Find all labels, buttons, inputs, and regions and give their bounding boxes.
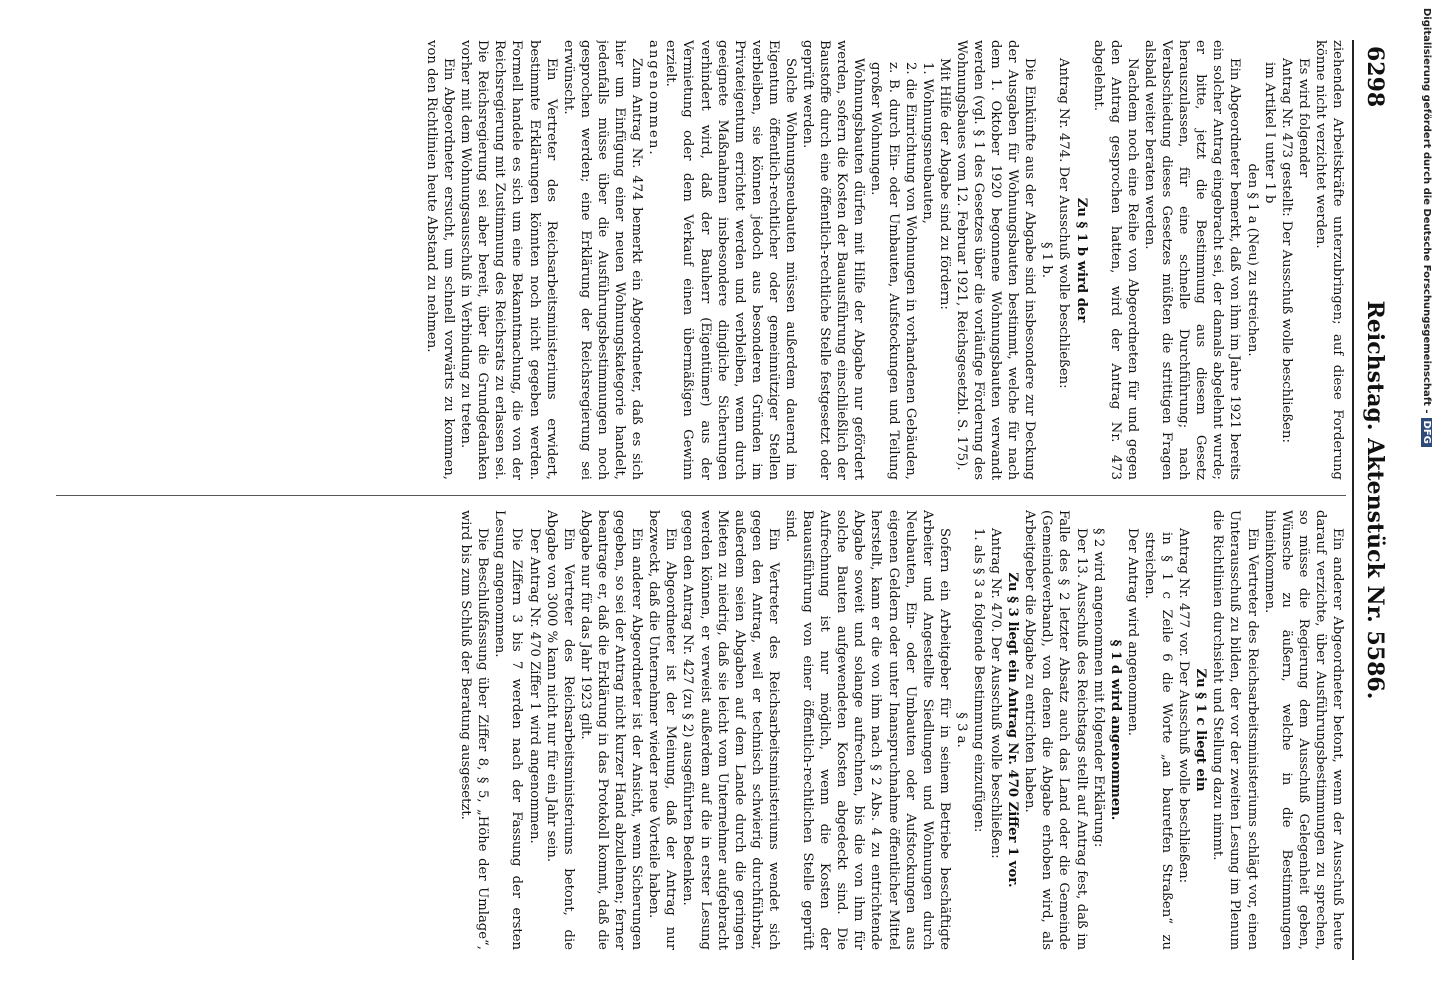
paragraph: 1. als § 3 a folgende Bestimmung einzufügen: xyxy=(971,528,987,833)
paragraph: Solche Wohnungsneubauten müssen außerdem dauernd im Eigentum öffentlich-rechtlicher oder gemeinnütziger Stellen verbleiben, sie können jedoch aus besonderen Gründen im Privateigentum errichtet werden und verbleiben, wenn durch geeignete Maßnahmen insbesondere dingliche Sicherungen verhindert wird, daß der Bauherr (Eigentümer) aus der Vermietung oder dem Verkauf einen übermäßigen Gewinn erzielt. xyxy=(663,40,798,480)
paragraph: in § 1 c Zeile 6 die Worte „an bauretfen Straßen“ zu streichen. xyxy=(1141,532,1175,950)
paragraph: Mit Hilfe der Abgabe sind zu fördern: xyxy=(936,58,952,310)
paragraph: Antrag Nr. 477 vor. Der Ausschuß wolle beschließen: xyxy=(1176,528,1192,884)
paragraph: Sofern ein Arbeitgeber für in seinem Betriebe beschäftigte Arbeiter und Angestellte Siedlungen und Wohnungen durch Neubauten, Ein- oder Umbauten oder Aufstockungen aus eigenen Geldern oder unter Inanspruchnahme öffentlicher Mittel herstellt, kann er die von ihm nach § 2 Abs. 4 zu entrichtende Abgabe soweit und solange aufrechnen, bis die von ihm für solche Bauten aufgewendeten Kosten abgedeckt sind. Die Aufrechnung ist nur möglich, wenn die Kosten der Bauausführung von einer öffentlich-rechtlichen Stelle geprüft sind. xyxy=(783,510,952,950)
paragraph: den § 1 a (Neu) zu streichen. xyxy=(1244,163,1260,357)
left-column xyxy=(56,40,1346,480)
paragraph: Ein Abgeordneter ersucht, um schnell vorwärts zu kommen, von den Richtlinien heute Abstand zu nehmen. xyxy=(424,40,457,480)
list-item: 2. die Einrichtung von Wohnungen in vorhandenen Gebäuden, z. B. durch Ein- oder Umbauten, Aufstockungen und Teilung großer Wohnungen. xyxy=(868,62,918,480)
paragraph: Der Antrag wird angenommen. xyxy=(1124,528,1140,736)
header-rule xyxy=(1352,40,1354,960)
paragraph: Der Antrag Nr. 470 Ziffer 1 wird angenommen. xyxy=(526,528,542,844)
right-column xyxy=(56,510,1346,950)
dfg-logo-icon: DFG xyxy=(1421,418,1432,447)
paragraph: Ein Vertreter des Reichsarbeitsministeriums betont, die Abgabe von 3000 % kann nicht nur für ein Jahr sein. xyxy=(543,510,576,950)
section-heading: Zu § 1 c liegt ein xyxy=(1193,668,1209,792)
paragraph: Antrag Nr. 470. Der Ausschuß wolle beschließen: xyxy=(988,528,1004,859)
paragraph: Ein Vertreter des Reichsarbeitsministeriums schlägt vor, einen Unterausschuß zu bilden, der vor der zweiten Lesung im Plenum die Richtlinien durchsieht und Stellung dazu nimmt. xyxy=(1210,510,1260,950)
paragraph: Antrag Nr. 473 gestellt: Der Ausschuß wolle beschließen: xyxy=(1278,58,1294,443)
paragraph: angenommen. xyxy=(646,40,662,157)
paragraph: Ein Vertreter des Reichsarbeitsministeriums wendet sich gegen den Antrag, weil er technisch schwierig durchführbar, außerdem seien Abgaben auf dem Lande durch die geringen Mieten zu niedrig, daß sie leicht vom Unternehmer aufgebracht werden können, er verweist außerdem auf die in erster Lesung gegen den Antrag Nr. 427 (zu § 2) ausgeführten Bedenken. xyxy=(680,510,781,950)
paragraph: ziehenden Arbeitskräfte unterzubringen; auf diese Forderung könne nicht verzichtet werden. xyxy=(1312,40,1345,480)
paragraph: Ein Vertreter des Reichsarbeitsministeriums erwidert, bestimmte Erklärungen könnten noch nicht gegeben werden. Formell handele es sich um eine Bekanntmachung, die von der Reichsregierung mit Zustimmung des Reichsrats zu erlassen sei. Die Reichsregierung sei aber bereit, über die Grundgedanken vorher mit dem Wohnungsausschuß in Verbindung zu treten. xyxy=(458,40,559,480)
paragraph: Ein anderer Abgeordneter ist der Ansicht, wenn Sicherungen gegeben, so sei der Antrag nicht kurzer Hand abzulehnen; ferner beantrage er, daß die Erklärung in das Protokoll kommt, daß die Abgabe nur für das Jahr 1923 gilt. xyxy=(577,510,645,950)
page-number: 6298 xyxy=(1362,46,1388,108)
paragraph: Die Einkünfte aus der Abgabe sind insbesondere zur Deckung der Ausgaben für Wohnungsbauten bestimmt, welche für nach dem 1. Oktober 1920 begonnene Wohnungsbauten verwandt werden (vgl. § 1 des Gesetzes über die vorläufige Förderung des Wohnungsbaues vom 12. Februar 1921, Reichsgesetzbl. S. 175). xyxy=(953,40,1038,480)
paragraph: Ein anderer Abgeordneter betont, wenn der Ausschuß heute darauf verzichte, über Ausführungsbestimmungen zu sprechen, so müsse die Regierung dem Ausschuß Gelegenheit geben, Wünsche zu äußern, welche in die Bestimmungen hineinkommen. xyxy=(1261,510,1345,950)
section-heading: § 1 b. xyxy=(1039,241,1055,278)
paragraph: Zum Antrag Nr. 474 bemerkt ein Abgeordneter, daß es sich hier um Einfügung einer neuen Wohnungskategorie handelt, jedenfalls müsse über die Ausführungsbestimmungen noch gesprochen werden; eine Erklärung der Reichsregierung sei erwünscht. xyxy=(560,40,645,480)
section-heading: Zu § 1 b wird der xyxy=(1073,197,1089,323)
page-title: Reichstag. Aktenstück Nr. 5586. xyxy=(1362,300,1388,700)
paragraph: Antrag Nr. 474. Der Ausschuß wolle beschließen: xyxy=(1056,58,1072,389)
list-item: 1. Wohnungsneubauten, xyxy=(919,62,935,224)
rotated-document xyxy=(50,40,1390,960)
paragraph: Wohnungsbauten dürfen mit Hilfe der Abgabe nur gefördert werden, sofern die Kosten der Bauausführung einschließlich der Baustoffe durch eine öffentlich-rechtliche Stelle festgesetzt oder geprüft werden. xyxy=(800,40,867,480)
section-heading: § 1 d wird angenommen. xyxy=(1107,639,1123,821)
digitization-note xyxy=(1420,8,1432,992)
paragraph: Ein Abgeordneter bemerkt, daß von ihm im Jahre 1921 bereits ein solcher Antrag eingebracht sei, der damals abgelehnt wurde; er bitte, jetzt die Bestimmung aus diesem Gesetz herauszulassen, für eine schnelle Durchführung; nach Verabschiedung dieses Gesetzes müßten die strittigen Fragen alsbald weiter beraten werden. xyxy=(1141,40,1243,480)
page-header xyxy=(1356,40,1390,960)
digitization-text: Digitalisierung gefördert durch die Deutsche Forschungsgemeinschaft - xyxy=(1421,8,1432,414)
paragraph: Der 13. Ausschuß des Reichstags stellt auf Antrag fest, daß im Falle des § 2 letzter Absatz auch das Land oder die Gemeinde (Gemeindeverband), von denen die Abgabe erhoben wird, als Arbeitgeber die Abgabe zu entrichten haben. xyxy=(1022,510,1089,950)
paragraph: Die Beschlußfassung über Ziffer 8, § 5, „Höhe der Umlage“, wird bis zum Schluß der Beratung ausgesetzt. xyxy=(458,510,491,950)
paragraph: Nachdem noch eine Reihe von Abgeordneten für und gegen den Antrag gesprochen hatten, wird der Antrag Nr. 473 abgelehnt. xyxy=(1090,40,1140,480)
paragraph: Die Ziffern 3 bis 7 werden nach der Fassung der ersten Lesung angenommen. xyxy=(492,510,525,950)
paragraph: § 2 wird angenommen mit folgender Erklärung: xyxy=(1090,528,1106,848)
paragraph: Ein Abgeordneter ist der Meinung, daß der Antrag nur bezweckt, daß die Unternehmer wieder neue Vorteile haben. xyxy=(646,510,679,950)
paragraph: im Artikel I unter 1 b xyxy=(1261,62,1277,204)
section-heading: § 3 a. xyxy=(953,712,969,748)
paragraph: Es wird folgender xyxy=(1295,58,1311,178)
column-divider xyxy=(56,495,1346,496)
section-heading: Zu § 3 liegt ein Antrag Nr. 470 Ziffer 1 vor. xyxy=(1005,572,1021,888)
